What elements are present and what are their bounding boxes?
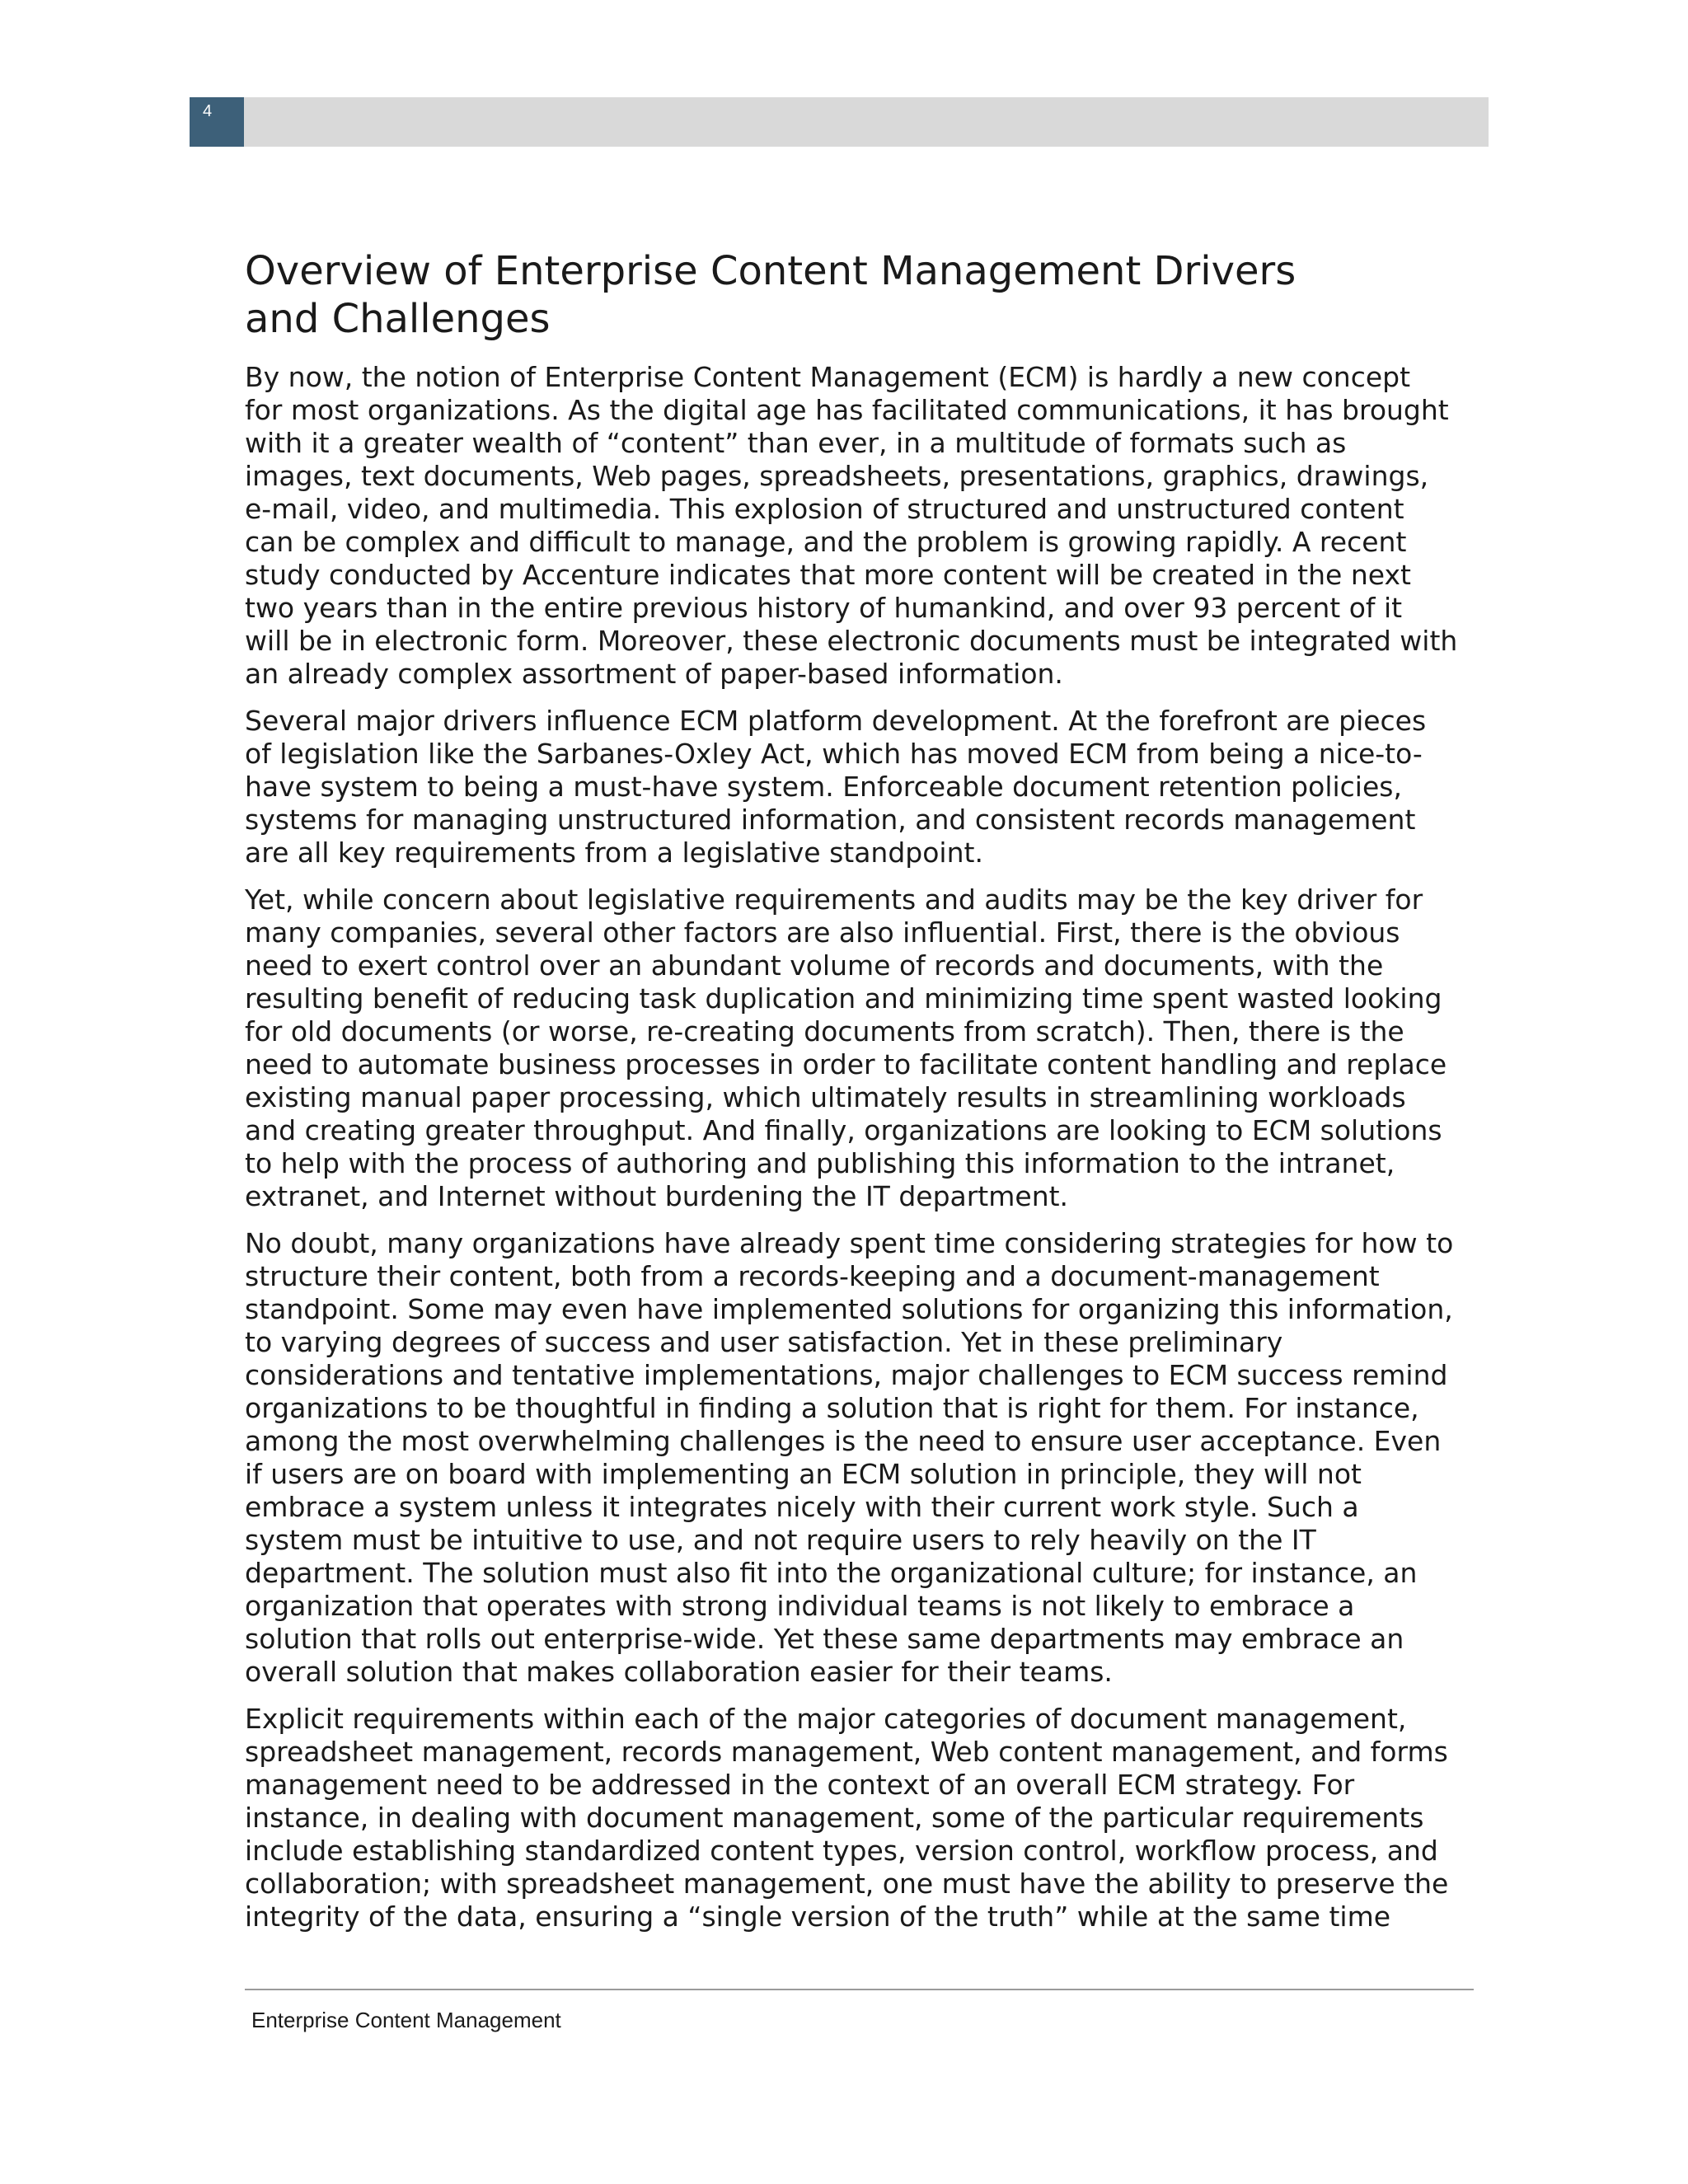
paragraph-1: By now, the notion of Enterprise Content Management (ECM) is hardly a new concept for most organizations. As the digital age has facilitated communications, it has brought with it a greater wealth of “content” than ever, in a multitude of formats such as images, text documents, Web pages, spreadsheets, presentations, graphics, drawings, e-mail, video, and multimedia. This explosion of structured and unstructured content can be complex and difficult to manage, and the problem is growing rapidly. A recent study conducted by Accenture indicates that more content will be created in the next two years than in the entire previous history of humankind, and over 93 percent of it will be in electronic form. Moreover, these electronic documents must be integrated with an already complex assortment of paper-based information.	[245, 361, 1458, 690]
paragraph-3: Yet, while concern about legislative requirements and audits may be the key driver for many companies, several other factors are also influential. First, there is the obvious need to exert control over an abundant volume of records and documents, with the resulting benefit of reducing task duplication and minimizing time spent wasted looking for old documents (or worse, re-creating documents from scratch). Then, there is the need to automate business processes in order to facilitate content handling and replace existing manual paper processing, which ultimately results in streamlining workloads and creating greater throughput. And finally, organizations are looking to ECM solutions to help with the process of authoring and publishing this information to the intranet, extranet, and Internet without burdening the IT department.	[245, 883, 1447, 1212]
page-content	[245, 247, 1481, 1947]
paragraph-5: Explicit requirements within each of the major categories of document management, spreadsheet management, records management, Web content management, and forms management need to be addressed in the context of an overall ECM strategy. For instance, in dealing with document management, some of the particular requirements include establishing standardized content types, version control, workflow process, and collaboration; with spreadsheet management, one must have the ability to preserve the integrity of the data, ensuring a “single version of the truth” while at the same time	[245, 1703, 1449, 1933]
paragraph-4: No doubt, many organizations have already spent time considering strategies for how to structure their content, both from a records-keeping and a document-management standpoint. Some may even have implemented solutions for organizing this information, to varying degrees of success and user satisfaction. Yet in these preliminary considerations and tentative implementations, major challenges to ECM success remind organizations to be thoughtful in finding a solution that is right for them. For instance, among the most overwhelming challenges is the need to ensure user acceptance. Even if users are on board with implementing an ECM solution in principle, they will not embrace a system unless it integrates nicely with their current work style. Such a system must be intuitive to use, and not require users to rely heavily on the IT department. The solution must also fit into the organizational culture; for instance, an organization that operates with strong individual teams is not likely to embrace a solution that rolls out enterprise-wide. Yet these same departments may embrace an overall solution that makes collaboration easier for their teams.	[245, 1227, 1454, 1688]
page-number: 4	[190, 97, 244, 147]
section-title: Overview of Enterprise Content Management Drivers and Challenges	[245, 248, 1296, 342]
footer-divider	[245, 1989, 1474, 1990]
paragraph-2: Several major drivers influence ECM platform development. At the forefront are pieces of legislation like the Sarbanes-Oxley Act, which has moved ECM from being a nice-to- have system to being a must-have system. Enforceable document retention policies, systems for managing unstructured information, and consistent records management are all key requirements from a legislative standpoint.	[245, 705, 1427, 869]
header-bar	[190, 97, 1489, 147]
footer-title: Enterprise Content Management	[251, 2008, 561, 2032]
